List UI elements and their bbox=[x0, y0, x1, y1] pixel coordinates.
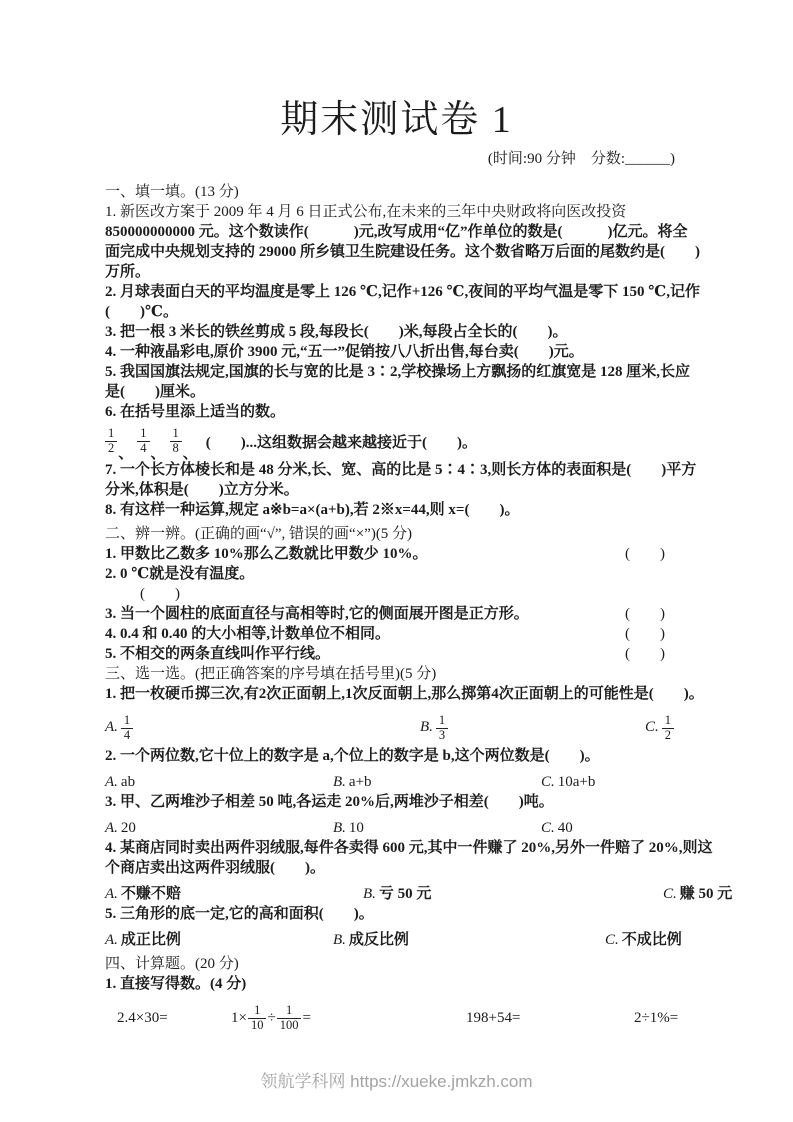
sequence-tail-text: ( )...这组数据会越来越接近于( )。 bbox=[205, 434, 478, 451]
option-label: A. bbox=[105, 932, 118, 948]
fraction-numerator: 1 bbox=[123, 713, 131, 728]
answer-paren: ( ) bbox=[140, 586, 180, 602]
judge-item-2 bbox=[105, 564, 693, 584]
fill-q1-line3: 面完成中央规划支持的 29000 所乡镇卫生院建设任务。这个数省略万后面的尾数约是( ) bbox=[105, 244, 700, 260]
choice-q2-text: 2. 一个两位数,它十位上的数字是 a,个位上的数字是 b,这个两位数是( )。 bbox=[105, 748, 600, 764]
fraction bbox=[248, 1004, 267, 1031]
judge-item-5 bbox=[105, 644, 693, 664]
fill-q1-line4: 万所。 bbox=[105, 264, 151, 280]
fraction-numerator: 1 bbox=[438, 713, 446, 728]
answer-paren: ( ) bbox=[625, 626, 665, 642]
judge-text: 2. 0 ℃就是没有温度。 bbox=[105, 566, 255, 582]
fill-q5-line2: 是( )厘米。 bbox=[105, 384, 205, 400]
judge-item-2-paren bbox=[105, 584, 693, 604]
fraction bbox=[436, 714, 448, 741]
fraction-numerator: 1 bbox=[254, 1003, 261, 1018]
fill-q5-line1: 5. 我国国旗法规定,国旗的长与宽的比是 3∶2,学校操场上方飘扬的红旗宽是 128 厘米,长应 bbox=[105, 364, 691, 380]
option-text: a+b bbox=[348, 774, 372, 790]
judge-item-4 bbox=[105, 624, 693, 644]
fraction-denominator: 2 bbox=[662, 728, 674, 742]
option-text: 不成比例 bbox=[621, 932, 682, 948]
fraction bbox=[105, 427, 117, 454]
option-text: 40 bbox=[557, 820, 573, 836]
fraction bbox=[121, 714, 133, 741]
judge-text: 3. 当一个圆柱的底面直径与高相等时,它的侧面展开图是正方形。 bbox=[105, 606, 529, 622]
section-calc-heading: 四、计算题。(20 分) bbox=[105, 956, 239, 972]
section-choice-heading: 三、选一选。(把正确答案的序号填在括号里)(5 分) bbox=[105, 666, 437, 682]
option-label: A. bbox=[105, 719, 118, 736]
option-label: C. bbox=[663, 886, 677, 902]
sequence-separator: 、 bbox=[182, 446, 198, 462]
option-label: B. bbox=[333, 820, 346, 836]
option-label: A. bbox=[105, 886, 118, 902]
choice-q1-options bbox=[105, 710, 693, 746]
option-text: ab bbox=[120, 774, 136, 790]
judge-text: 4. 0.4 和 0.40 的大小相等,计数单位不相同。 bbox=[105, 626, 391, 642]
fraction-numerator: 1 bbox=[108, 426, 115, 441]
judge-text: 5. 不相交的两条直线叫作平行线。 bbox=[105, 646, 331, 662]
calc-expression-1: 2.4×30= bbox=[117, 1009, 168, 1026]
option-a bbox=[105, 818, 333, 838]
choice-q4-line1: 4. 某商店同时卖出两件羽绒服,每件各卖得 600 元,其中一件赚了 20%,另外一件赔了 20%,则这 bbox=[105, 840, 713, 856]
expression-equals: = bbox=[302, 1009, 311, 1026]
option-c bbox=[605, 930, 693, 950]
fraction bbox=[170, 427, 182, 454]
option-text: 20 bbox=[120, 820, 136, 836]
fraction-numerator: 1 bbox=[140, 426, 147, 441]
option-c bbox=[541, 772, 693, 792]
calc-expressions-row bbox=[105, 998, 693, 1038]
judge-item-3 bbox=[105, 604, 693, 624]
section-fill-heading: 一、填一填。(13 分) bbox=[105, 184, 239, 200]
answer-paren: ( ) bbox=[625, 646, 665, 662]
calc-expression-4: 2÷1%= bbox=[634, 1009, 679, 1026]
fraction-numerator: 1 bbox=[172, 426, 179, 441]
choice-q3-options bbox=[105, 818, 693, 838]
fraction-denominator: 2 bbox=[105, 441, 117, 455]
option-a bbox=[105, 930, 333, 950]
section-choice bbox=[105, 664, 733, 950]
option-label: B. bbox=[333, 774, 346, 790]
sequence-separator: 、 bbox=[150, 446, 166, 462]
option-b bbox=[333, 772, 541, 792]
option-b bbox=[333, 818, 541, 838]
option-label: A. bbox=[105, 820, 118, 836]
choice-q4-line2: 个商店卖出这两件羽绒服( )。 bbox=[105, 860, 325, 876]
section-calc bbox=[105, 954, 693, 1038]
fill-q7-line1: 7. 一个长方体棱长和是 48 分米,长、宽、高的比是 5∶4∶3,则长方体的表面积是( )平方 bbox=[105, 462, 697, 478]
fraction bbox=[277, 1004, 302, 1031]
option-label: C. bbox=[541, 774, 555, 790]
option-b bbox=[420, 714, 645, 741]
option-c bbox=[645, 714, 693, 741]
fill-q1-line2: 850000000000 元。这个数读作( )元,改写成用“亿”作单位的数是( )亿元。将全 bbox=[105, 224, 688, 240]
choice-q2-options bbox=[105, 772, 693, 792]
option-text: 亏 50 元 bbox=[378, 886, 432, 902]
section-judge-heading: 二、辨一辨。(正确的画“√”, 错误的画“×”)(5 分) bbox=[105, 526, 413, 542]
option-c bbox=[541, 818, 693, 838]
answer-paren: ( ) bbox=[625, 546, 665, 562]
option-text: 成反比例 bbox=[348, 932, 409, 948]
fill-q2-line1: 2. 月球表面白天的平均温度是零上 126 ℃,记作+126 ℃,夜间的平均气温是零下 150 ℃,记作 bbox=[105, 284, 700, 300]
section-fill bbox=[105, 182, 700, 520]
fraction-denominator: 3 bbox=[436, 728, 448, 742]
option-b bbox=[363, 884, 663, 904]
fill-q2-line2: ( )℃。 bbox=[105, 304, 178, 320]
fraction-numerator: 1 bbox=[285, 1003, 293, 1018]
choice-q1-text: 1. 把一枚硬币掷三次,有2次正面朝上,1次反面朝上,那么掷第4次正面朝上的可能性是( )。 bbox=[105, 686, 704, 702]
fraction-denominator: 8 bbox=[170, 441, 182, 455]
expression-prefix: 1× bbox=[231, 1009, 247, 1026]
calc-subheading: 1. 直接写得数。(4 分) bbox=[105, 976, 247, 992]
option-label: C. bbox=[605, 932, 619, 948]
option-label: C. bbox=[541, 820, 555, 836]
fill-q4: 4. 一种液晶彩电,原价 3900 元,“五一”促销按八八折出售,每台卖( )元。 bbox=[105, 344, 584, 360]
sequence-separator: 、 bbox=[118, 446, 134, 462]
fill-q8: 8. 有这样一种运算,规定 a※b=a×(a+b),若 2※x=44,则 x=( )。 bbox=[105, 502, 520, 518]
fraction bbox=[137, 427, 149, 454]
fraction-numerator: 1 bbox=[664, 713, 672, 728]
paper-body bbox=[0, 168, 793, 1038]
footer-watermark: 领航学科网 https://xueke.jmkzh.com bbox=[260, 1072, 533, 1091]
option-a bbox=[105, 772, 333, 792]
option-label: B. bbox=[363, 886, 376, 902]
fill-q6: 6. 在括号里添上适当的数。 bbox=[105, 404, 286, 420]
option-text: 10a+b bbox=[557, 774, 596, 790]
option-label: C. bbox=[645, 719, 659, 736]
fill-q1-line1: 1. 新医改方案于 2009 年 4 月 6 日正式公布,在未来的三年中央财政将向医改投资 bbox=[105, 204, 627, 220]
option-a bbox=[105, 714, 420, 741]
option-c bbox=[663, 884, 732, 904]
option-text: 10 bbox=[348, 820, 364, 836]
fraction-denominator: 100 bbox=[277, 1018, 302, 1032]
option-text: 不赚不赔 bbox=[120, 886, 181, 902]
calc-expression-3: 198+54= bbox=[466, 1009, 521, 1026]
fraction-denominator: 4 bbox=[137, 441, 149, 455]
section-judge bbox=[105, 524, 693, 664]
option-b bbox=[333, 930, 605, 950]
option-label: A. bbox=[105, 774, 118, 790]
option-label: B. bbox=[333, 932, 346, 948]
fraction bbox=[662, 714, 674, 741]
time-score-line: (时间:90 分钟 分数:______) bbox=[487, 151, 675, 167]
fill-q6-sequence bbox=[105, 422, 693, 460]
judge-item-1 bbox=[105, 544, 693, 564]
option-a bbox=[105, 884, 363, 904]
option-label: B. bbox=[420, 719, 433, 736]
page-title: 期末测试卷 1 bbox=[280, 99, 513, 141]
fraction-denominator: 4 bbox=[121, 728, 133, 742]
answer-paren: ( ) bbox=[625, 606, 665, 622]
option-text: 成正比例 bbox=[120, 932, 181, 948]
fraction-denominator: 10 bbox=[248, 1018, 267, 1032]
judge-text: 1. 甲数比乙数多 10%那么乙数就比甲数少 10%。 bbox=[105, 546, 428, 562]
choice-q4-options bbox=[105, 884, 733, 904]
fill-q7-line2: 分米,体积是( )立方分米。 bbox=[105, 482, 299, 498]
choice-q5-text: 5. 三角形的底一定,它的高和面积( )。 bbox=[105, 906, 374, 922]
expression-operator: ÷ bbox=[267, 1009, 276, 1026]
calc-expression-2 bbox=[231, 1004, 466, 1031]
option-text: 赚 50 元 bbox=[679, 886, 733, 902]
choice-q3-text: 3. 甲、乙两堆沙子相差 50 吨,各运走 20%后,两堆沙子相差( )吨。 bbox=[105, 794, 554, 810]
fill-q3: 3. 把一根 3 米长的铁丝剪成 5 段,每段长( )米,每段占全长的( )。 bbox=[105, 324, 568, 340]
choice-q5-options bbox=[105, 930, 693, 950]
